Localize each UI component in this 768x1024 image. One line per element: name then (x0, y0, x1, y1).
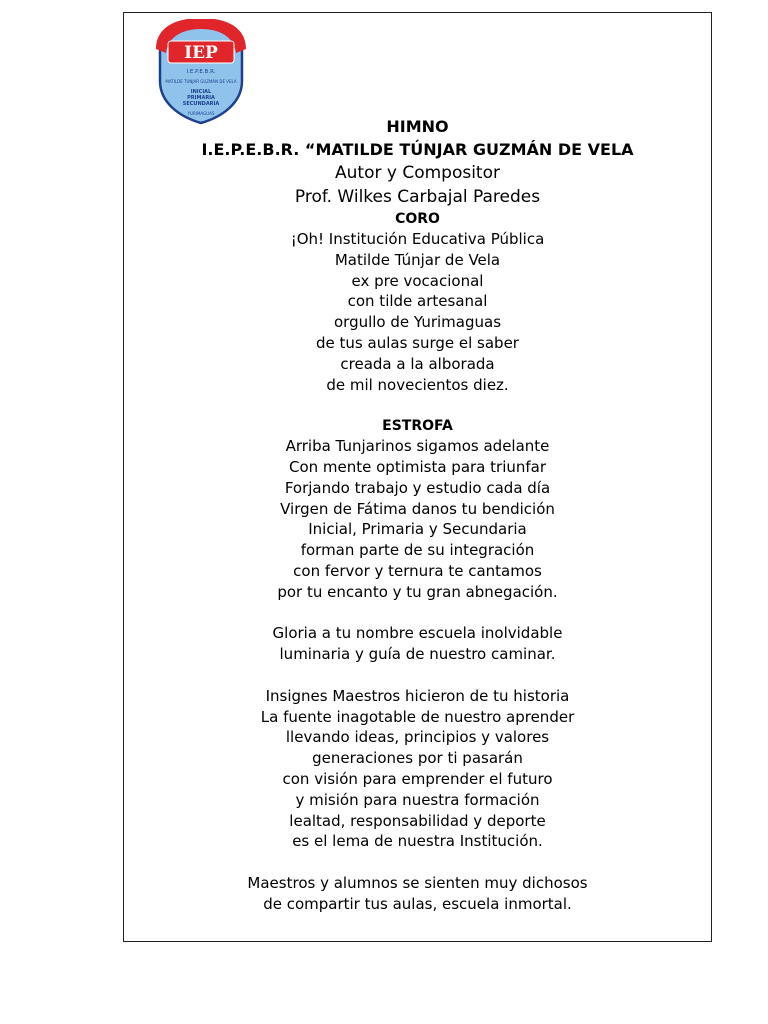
verse-line: de compartir tus aulas, escuela inmortal. (263, 894, 572, 913)
verse-line: generaciones por ti pasarán (312, 749, 523, 768)
verse-line: Virgen de Fátima danos tu bendición (280, 499, 555, 518)
verse-line: orgullo de Yurimaguas (333, 313, 502, 332)
verse-line: Insignes Maestros hicieron de tu historia (265, 686, 570, 705)
author-name: Prof. Wilkes Carbajal Paredes (294, 187, 541, 207)
verse-line: Arriba Tunjarinos sigamos adelante (285, 437, 550, 456)
hymn-title: HIMNO (386, 117, 449, 136)
verse-line: y misión para nuestra formación (295, 790, 540, 809)
verse-line: Inicial, Primaria y Secundaria (308, 520, 527, 539)
school-crest-logo (154, 19, 248, 125)
logo-level-primaria: PRIMARIA (187, 95, 215, 101)
verse-line: con tilde artesanal (347, 292, 488, 311)
stanza-gap (124, 665, 711, 686)
hymn-content (124, 115, 711, 915)
verse-line: forman parte de su integración (300, 541, 535, 560)
verse-line: Con mente optimista para triunfar (288, 457, 547, 476)
verse-line: llevando ideas, principios y valores (285, 728, 550, 747)
coro-label: CORO (395, 211, 440, 227)
verse-line: luminaria y guía de nuestro caminar. (279, 645, 556, 664)
stanza-gap (124, 603, 711, 624)
verse-line: creada a la alborada (340, 354, 495, 373)
verse-line: con visión para emprender el futuro (282, 769, 553, 788)
verse-line: ex pre vocacional (351, 271, 484, 290)
author-role: Autor y Compositor (335, 163, 500, 183)
logo-city: YURIMAGUAS (187, 111, 215, 116)
logo-initials: IEP (184, 43, 218, 63)
verse-line: ¡Oh! Institución Educativa Pública (290, 230, 545, 248)
estrofa-stanza-4 (124, 873, 711, 915)
verse-line: La fuente inagotable de nuestro aprender (260, 707, 575, 726)
estrofa-stanza-3 (124, 686, 711, 852)
stanza-gap (124, 395, 711, 416)
school-name-heading: I.E.P.E.B.R. “MATILDE TÚNJAR GUZMÁN DE VELA (201, 140, 634, 159)
verse-line: Gloria a tu nombre escuela inolvidable (272, 624, 563, 643)
logo-acronym: I.E.P.E.B.R. (186, 69, 216, 75)
verse-line: Forjando trabajo y estudio cada día (284, 478, 551, 497)
verse-line: lealtad, responsabilidad y deporte (289, 811, 546, 830)
verse-line: de tus aulas surge el saber (316, 333, 519, 352)
verse-line: es el lema de nuestra Institución. (292, 832, 543, 851)
verse-line: con fervor y ternura te cantamos (293, 561, 542, 580)
logo-level-secundaria: SECUNDARIA (182, 101, 220, 107)
verse-line: por tu encanto y tu gran abnegación. (277, 582, 558, 601)
estrofa-stanza-2 (124, 623, 711, 665)
estrofa-stanza-1 (124, 436, 711, 602)
verse-line: Matilde Túnjar de Vela (334, 250, 501, 269)
verse-line: de mil novecientos diez. (326, 375, 509, 394)
stanza-gap (124, 852, 711, 873)
logo-level-inicial: INICIAL (190, 89, 212, 95)
document-frame (123, 12, 712, 942)
coro-lines (124, 229, 711, 395)
verse-line: Maestros y alumnos se sienten muy dichosos (247, 873, 588, 892)
logo-school-name: MATILDE TÚNJAR GUZMÁN DE VELA (165, 79, 237, 84)
estrofa-label: ESTROFA (382, 418, 453, 435)
